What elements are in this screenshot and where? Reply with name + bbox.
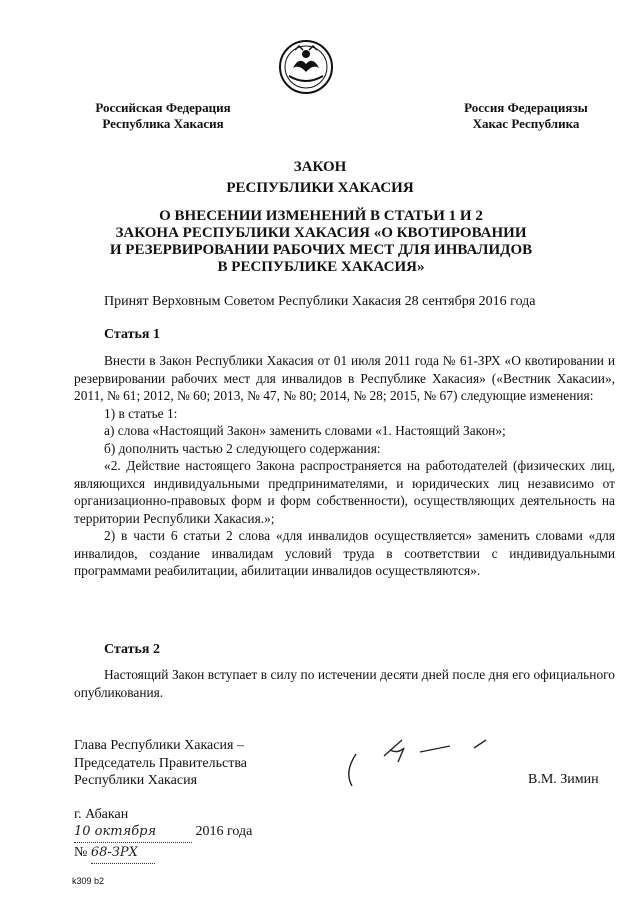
header-left-line2: Республика Хакасия	[102, 116, 224, 131]
header-right-line1: Россия Федерациязы	[464, 100, 588, 115]
article-1-body	[74, 352, 615, 580]
adoption-note: Принят Верховным Советом Республики Хакасия 28 сентября 2016 года	[104, 294, 536, 309]
article-2-body	[74, 666, 615, 701]
position-line: Председатель Правительства	[74, 755, 247, 771]
coat-of-arms-emblem	[277, 38, 335, 96]
position-line: Глава Республики Хакасия –	[74, 738, 244, 753]
header-left-line1: Российская Федерация	[95, 100, 231, 115]
subtitle-line: ЗАКОНА РЕСПУБЛИКИ ХАКАСИЯ «О КВОТИРОВАНИИ	[115, 225, 527, 241]
paragraph: Настоящий Закон вступает в силу по истечении десяти дней после дня его официального опубликования.	[74, 667, 615, 700]
number-prefix: №	[74, 845, 88, 860]
header-left	[68, 100, 258, 132]
subtitle-line: И РЕЗЕРВИРОВАНИИ РАБОЧИХ МЕСТ ДЛЯ ИНВАЛИДОВ	[109, 242, 533, 258]
paragraph: Внести в Закон Республики Хакасия от 01 июля 2011 года № 61-ЗРХ «О квотировании и резервировании рабочих мест для инвалидов в Республике Хакасия» («Вестник Хакасии», 2011, № 61; 2012, № 60; 2013, № 47, № 80; 2014, № 28; 2015, № 67) следующие изменения:	[74, 353, 615, 403]
document-code: k309 b2	[72, 876, 105, 886]
paragraph: а) слова «Настоящий Закон» заменить словами «1. Настоящий Закон»;	[104, 423, 506, 438]
signing-date	[74, 822, 252, 843]
law-number	[74, 843, 155, 864]
paragraph: «2. Действие настоящего Закона распространяется на работодателей (физических лиц, являющихся индивидуальными предпринимателями, и юридических лиц независимо от организационно-правовых форм и форм собственности), осуществляющих деятельность на территории Республики Хакасия.»;	[74, 458, 615, 526]
paragraph: 2) в части 6 статьи 2 слова «для инвалидов осуществляется» заменить словами «для инвалидов, создание инвалидам условий труда в соответствии с индивидуальными программами реабилитации, абилитации инвалидов осуществляются».	[74, 528, 615, 578]
header-right	[436, 100, 616, 132]
paragraph: б) дополнить частью 2 следующего содержания:	[104, 440, 381, 456]
header-right-line2: Хакас Республика	[472, 116, 580, 131]
doc-title-law: ЗАКОН	[293, 159, 347, 175]
subtitle-line: В РЕСПУБЛИКЕ ХАКАСИЯ»	[217, 259, 425, 275]
doc-title-republic: РЕСПУБЛИКИ ХАКАСИЯ	[226, 180, 414, 196]
date-year: 2016 года	[195, 824, 253, 839]
article-1-heading: Статья 1	[104, 327, 160, 342]
handwritten-signature	[338, 728, 498, 798]
position-line: Республики Хакасия	[74, 773, 198, 788]
subtitle-line: О ВНЕСЕНИИ ИЗМЕНЕНИЙ В СТАТЬИ 1 И 2	[159, 208, 483, 224]
handwritten-date: 10 октября	[74, 822, 192, 843]
paragraph: 1) в статье 1:	[104, 405, 178, 421]
signatory-name: В.М. Зимин	[528, 772, 599, 787]
place-of-signing: г. Абакан	[74, 807, 129, 822]
signatory-position	[74, 737, 247, 790]
doc-subtitle	[86, 208, 556, 276]
article-2-heading: Статья 2	[104, 642, 160, 657]
handwritten-number: 68-ЗРХ	[91, 843, 155, 864]
